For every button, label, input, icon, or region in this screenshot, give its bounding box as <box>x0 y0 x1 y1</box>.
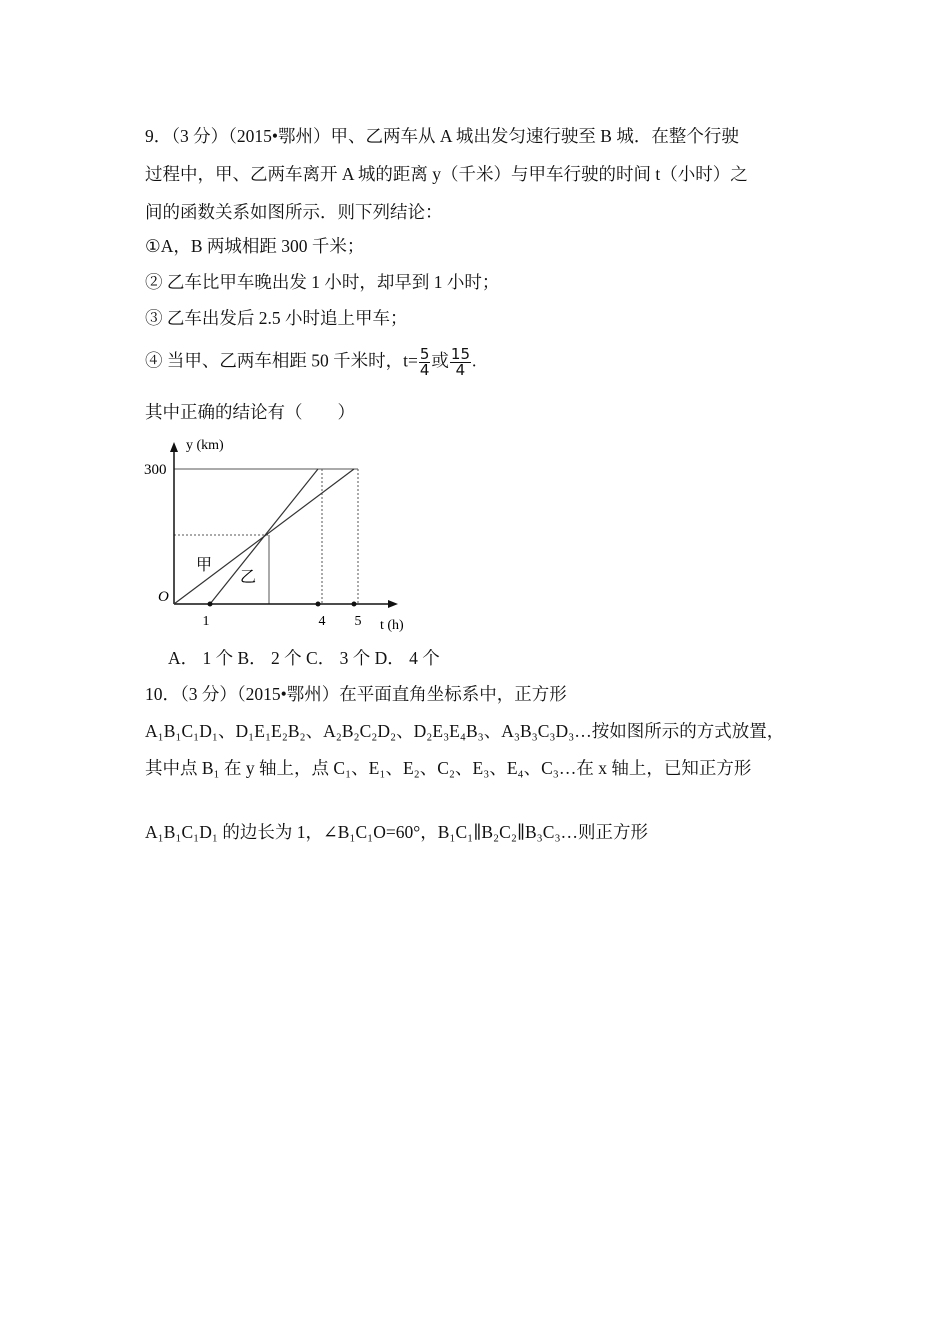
q9-statement-3: ③ 乙车出发后 2.5 小时追上甲车； <box>145 308 408 328</box>
statement-4-end: . <box>472 350 477 371</box>
origin-label: O <box>158 589 169 605</box>
fraction-15-4 <box>450 347 471 378</box>
statement-4-or: 或 <box>431 350 449 371</box>
y-axis-arrow-icon <box>170 442 178 452</box>
q9-text-line-1: 9．（3 分）（2015•鄂州）甲、乙两车从 A 城出发匀速行驶至 B 城．在整个行驶 <box>145 126 739 146</box>
x-axis-arrow-icon <box>388 600 398 608</box>
tick-dot-t4 <box>316 602 321 607</box>
fraction-denominator: 4 <box>455 361 466 379</box>
fraction-numerator: 5 <box>419 345 430 363</box>
series-label-yi: 乙 <box>240 569 257 586</box>
q9-statement-4 <box>145 347 476 378</box>
statement-4-prefix: ④ 当甲、乙两车相距 50 千米时，t= <box>145 350 418 371</box>
tick-dot-t1 <box>208 602 213 607</box>
fraction-5-4 <box>419 347 431 378</box>
q9-text-line-2: 过程中，甲、乙两车离开 A 城的距离 y（千米）与甲车行驶的时间 t（小时）之 <box>145 164 748 184</box>
y-axis-label: y (km) <box>186 438 224 453</box>
q9-question-prompt: 其中正确的结论有（ ） <box>145 402 355 422</box>
fraction-numerator: 15 <box>450 345 470 363</box>
q9-answer-options: A． 1 个 B． 2 个 C． 3 个 D． 4 个 <box>168 648 440 668</box>
fraction-denominator: 4 <box>419 361 430 379</box>
x-tick-4: 4 <box>318 614 326 629</box>
q9-statement-2: ② 乙车比甲车晚出发 1 小时，却早到 1 小时； <box>145 272 500 292</box>
distance-time-graph <box>140 430 420 640</box>
x-tick-5: 5 <box>354 614 362 629</box>
q10-text-line-2: A₁B₁C₁D₁、D₁E₁E₂B₂、A₂B₂C₂D₂、D₂E₃E₄B₃、A₃B₃C₃D₃…按如图所示的方式放置， <box>145 721 785 741</box>
y-tick-300: 300 <box>144 462 167 478</box>
x-axis-label: t (h) <box>380 618 404 633</box>
q10-text-line-4: A₁B₁C₁D₁ 的边长为 1，∠B₁C₁O=60°，B₁C₁∥B₂C₂∥B₃C₃…则正方形 <box>145 822 649 842</box>
series-label-jia: 甲 <box>196 557 213 574</box>
q9-statement-1: ①A，B 两城相距 300 千米； <box>145 236 365 256</box>
q9-text-line-3: 间的函数关系如图所示．则下列结论： <box>145 202 443 222</box>
tick-dot-t5 <box>352 602 357 607</box>
q10-text-line-1: 10．（3 分）（2015•鄂州）在平面直角坐标系中，正方形 <box>145 684 567 704</box>
x-tick-1: 1 <box>202 614 210 629</box>
series-line-yi <box>210 469 318 604</box>
q10-text-line-3: 其中点 B₁ 在 y 轴上，点 C₁、E₁、E₂、C₂、E₃、E₄、C₃…在 x 轴上，已知正方形 <box>145 758 752 778</box>
